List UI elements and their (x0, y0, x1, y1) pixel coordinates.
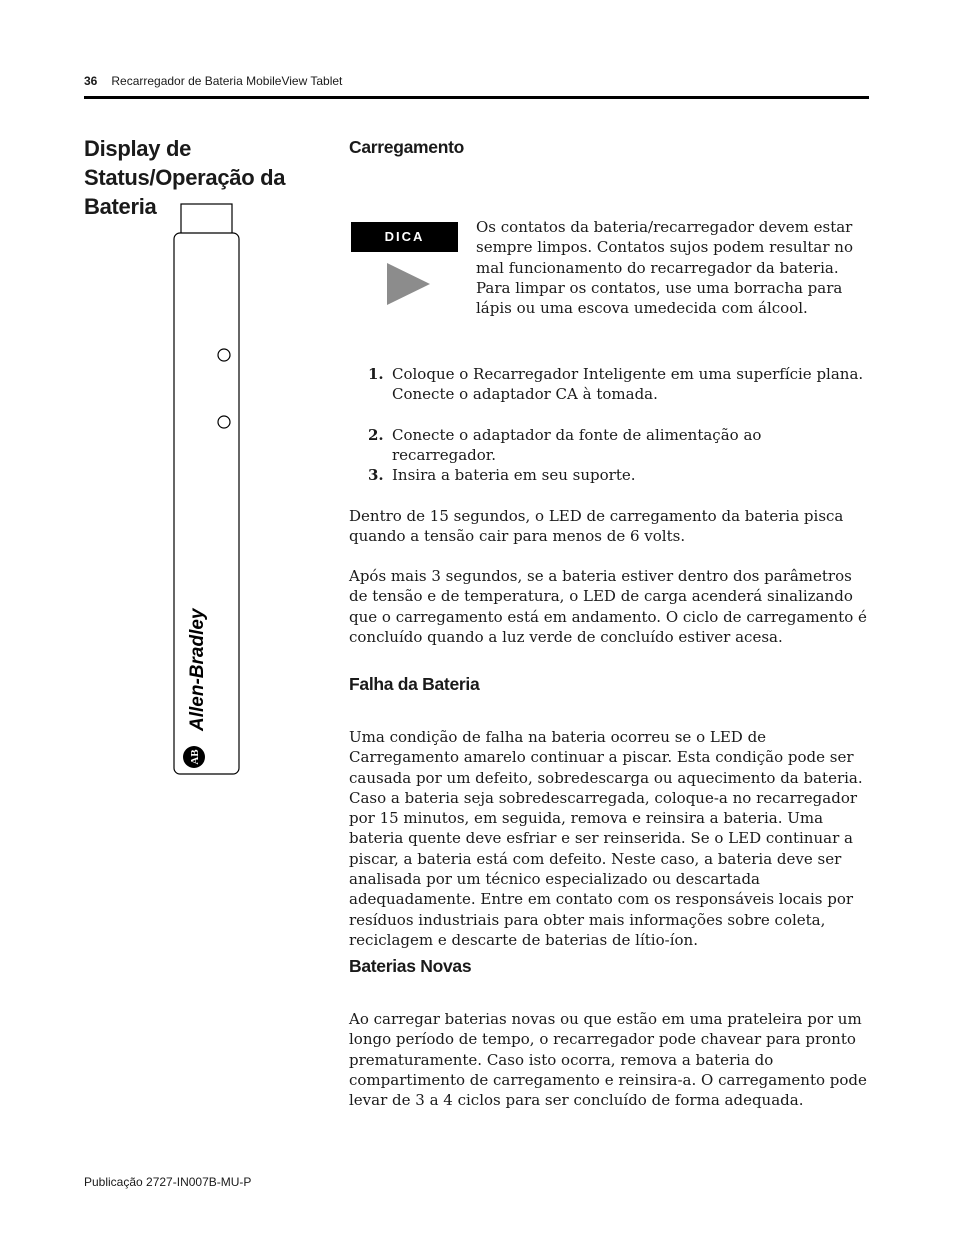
step-number: 1. (368, 365, 384, 383)
step-text: Coloque o Recarregador Inteligente em uma superfície plana. Conecte o adaptador CA à tomada. (392, 365, 864, 404)
tip-arrow-icon (387, 263, 430, 305)
charging-paragraph: Após mais 3 segundos, se a bateria estiver dentro dos parâmetros de tensão e de temperatura, o LED de carga acenderá sinalizando que o carregamento está em andamento. O ciclo de carregamento é concluído quando a luz verde de concluído estiver acesa. (349, 567, 867, 646)
charging-paragraph: Dentro de 15 segundos, o LED de carregamento da bateria pisca quando a tensão cair para menos de 6 volts. (349, 507, 844, 546)
list-item (368, 465, 868, 485)
page-number: 36 (84, 74, 98, 88)
charger-illustration (170, 203, 242, 779)
new-batteries-heading: Baterias Novas (349, 956, 472, 976)
footer-publication: Publicação 2727-IN007B-MU-P (84, 1175, 252, 1189)
charger-connector (181, 204, 232, 234)
brand-wordmark: Allen-Bradley (187, 608, 208, 731)
tip-label: DICA (351, 222, 458, 252)
running-header (84, 74, 342, 88)
step-number: 3. (368, 466, 384, 484)
list-item (368, 364, 868, 405)
section-title: Display de Status/Operação da Bateria (84, 136, 286, 219)
new-batteries-paragraph: Ao carregar baterias novas ou que estão em uma prateleira por um longo período de tempo, o recarregador pode chavear para pronto prematuramente. Caso isto ocorra, remova a bateria do compartimento de carregamento e reinsira-a. O carregamento pode levar de 3 a 4 ciclos para ser concluído de forma adequada. (349, 1010, 867, 1110)
step-number: 2. (368, 426, 384, 444)
charge-led-indicator (218, 349, 230, 361)
list-item (368, 425, 868, 466)
fault-heading: Falha da Bateria (349, 674, 480, 694)
ab-logo-text: AB (189, 749, 201, 765)
tip-text: Os contatos da bateria/recarregador devem estar sempre limpos. Contatos sujos podem resultar no mal funcionamento do recarregador da bateria. Para limpar os contatos, use uma borracha para lápis ou uma escova umedecida com álcool. (476, 218, 853, 318)
complete-led-indicator (218, 416, 230, 428)
step-text: Insira a bateria em seu suporte. (392, 466, 636, 484)
header-title: Recarregador de Bateria MobileView Tablet (111, 74, 343, 88)
header-rule (84, 96, 869, 99)
step-text: Conecte o adaptador da fonte de alimentação ao recarregador. (392, 426, 762, 465)
charging-heading: Carregamento (349, 137, 465, 157)
fault-paragraph: Uma condição de falha na bateria ocorreu se o LED de Carregamento amarelo continuar a piscar. Esta condição pode ser causada por um defeito, sobredescarga ou aquecimento da bateria. Caso a bateria seja sobredescarregada, coloque-a no recarregador por 15 minutos, em seguida, remova e reinsira a bateria. Uma bateria quente deve esfriar e ser reinserida. Se o LED continuar a piscar, a bateria está com defeito. Neste caso, a bateria deve ser analisada por um técnico especializado ou descartada adequadamente. Entre em contato com os responsáveis locais por resíduos industriais para obter mais informações sobre coleta, reciclagem e descarte de baterias de lítio-íon. (349, 728, 863, 949)
